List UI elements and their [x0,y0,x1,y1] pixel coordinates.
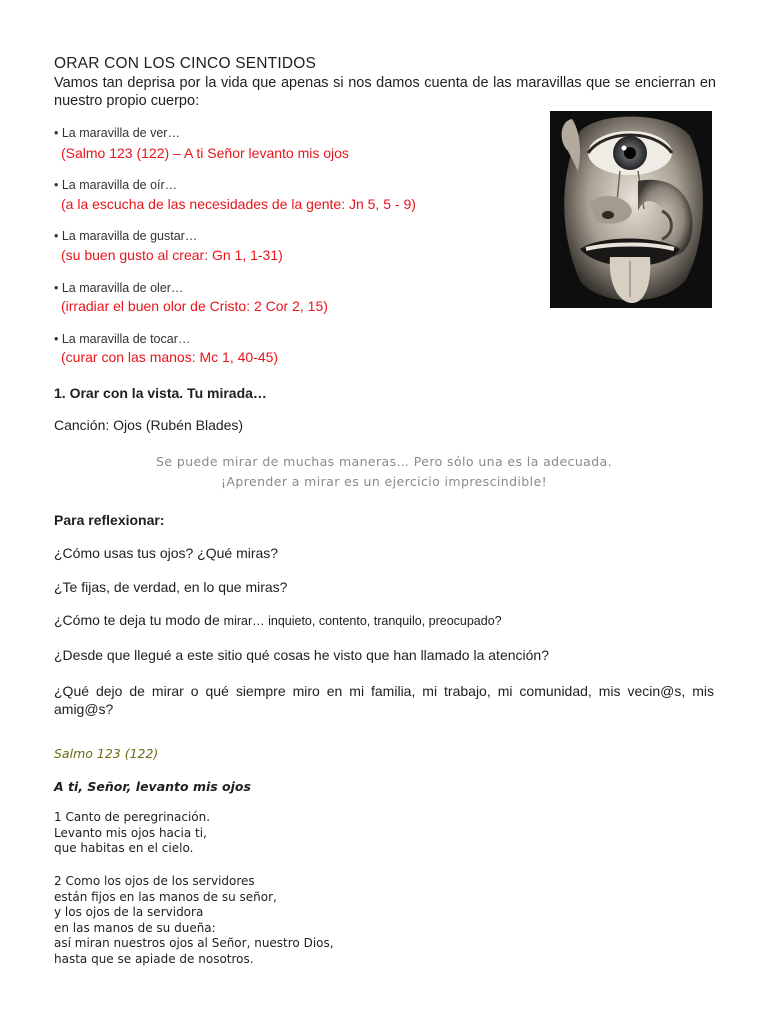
sense-wonder-see: • La maravilla de ver… [54,126,180,140]
sense-wonder-hear: • La maravilla de oír… [54,178,178,192]
reflect-heading: Para reflexionar: [54,512,165,528]
face-illustration [550,111,712,308]
sense-wonder-taste: • La maravilla de gustar… [54,229,198,243]
question-2: ¿Te fijas, de verdad, en lo que miras? [54,579,288,595]
senses-face-image [550,111,712,308]
sense-reference-see: (Salmo 123 (122) – A ti Señor levanto mis ojos [61,145,349,161]
sense-wonder-smell: • La maravilla de oler… [54,281,184,295]
song-reference: Canción: Ojos (Rubén Blades) [54,417,244,433]
page-title: ORAR CON LOS CINCO SENTIDOS [54,55,317,72]
question-4: ¿Desde que llegué a este sitio qué cosas he visto que han llamado la atención? [54,647,549,663]
sense-reference-smell: (irradiar el buen olor de Cristo: 2 Cor 2, 15) [61,298,328,314]
sense-wonder-touch: • La maravilla de tocar… [54,332,191,346]
psalm-verse-2: 2 Como los ojos de los servidores están fijos en las manos de su señor, y los ojos de la servidora en las manos de su dueña: así miran nuestros ojos al Señor, nuestro Dios, hasta que se apiade de nosotros. [54,874,334,966]
sense-reference-hear: (a la escucha de las necesidades de la gente: Jn 5, 5 - 9) [61,196,416,212]
question-3-end: mirar… inquieto, contento, tranquilo, preocupado? [223,614,502,628]
question-3-start: ¿Cómo te deja tu modo de [54,612,224,628]
quote-line-2: ¡Aprender a mirar es un ejercicio imprescindible! [221,474,547,489]
section-heading-sight: 1. Orar con la vista. Tu mirada… [54,385,267,401]
question-5: ¿Qué dejo de mirar o qué siempre miro en mi familia, mi trabajo, mi comunidad, mis vecin@s, mis amig@s? [54,683,714,717]
psalm-title: Salmo 123 (122) [54,746,159,761]
question-1: ¿Cómo usas tus ojos? ¿Qué miras? [54,545,279,561]
question-3 [54,612,502,628]
intro-paragraph: Vamos tan deprisa por la vida que apenas si nos damos cuenta de las maravillas que se encierran en nuestro propio cuerpo: [54,75,716,109]
quote-line-1: Se puede mirar de muchas maneras… Pero sólo una es la adecuada. [156,454,612,469]
psalm-verse-1: 1 Canto de peregrinación. Levanto mis ojos hacia ti, que habitas en el cielo. [54,810,211,855]
psalm-subtitle: A ti, Señor, levanto mis ojos [54,779,251,794]
sense-reference-taste: (su buen gusto al crear: Gn 1, 1-31) [61,247,283,263]
sense-reference-touch: (curar con las manos: Mc 1, 40-45) [61,349,279,365]
